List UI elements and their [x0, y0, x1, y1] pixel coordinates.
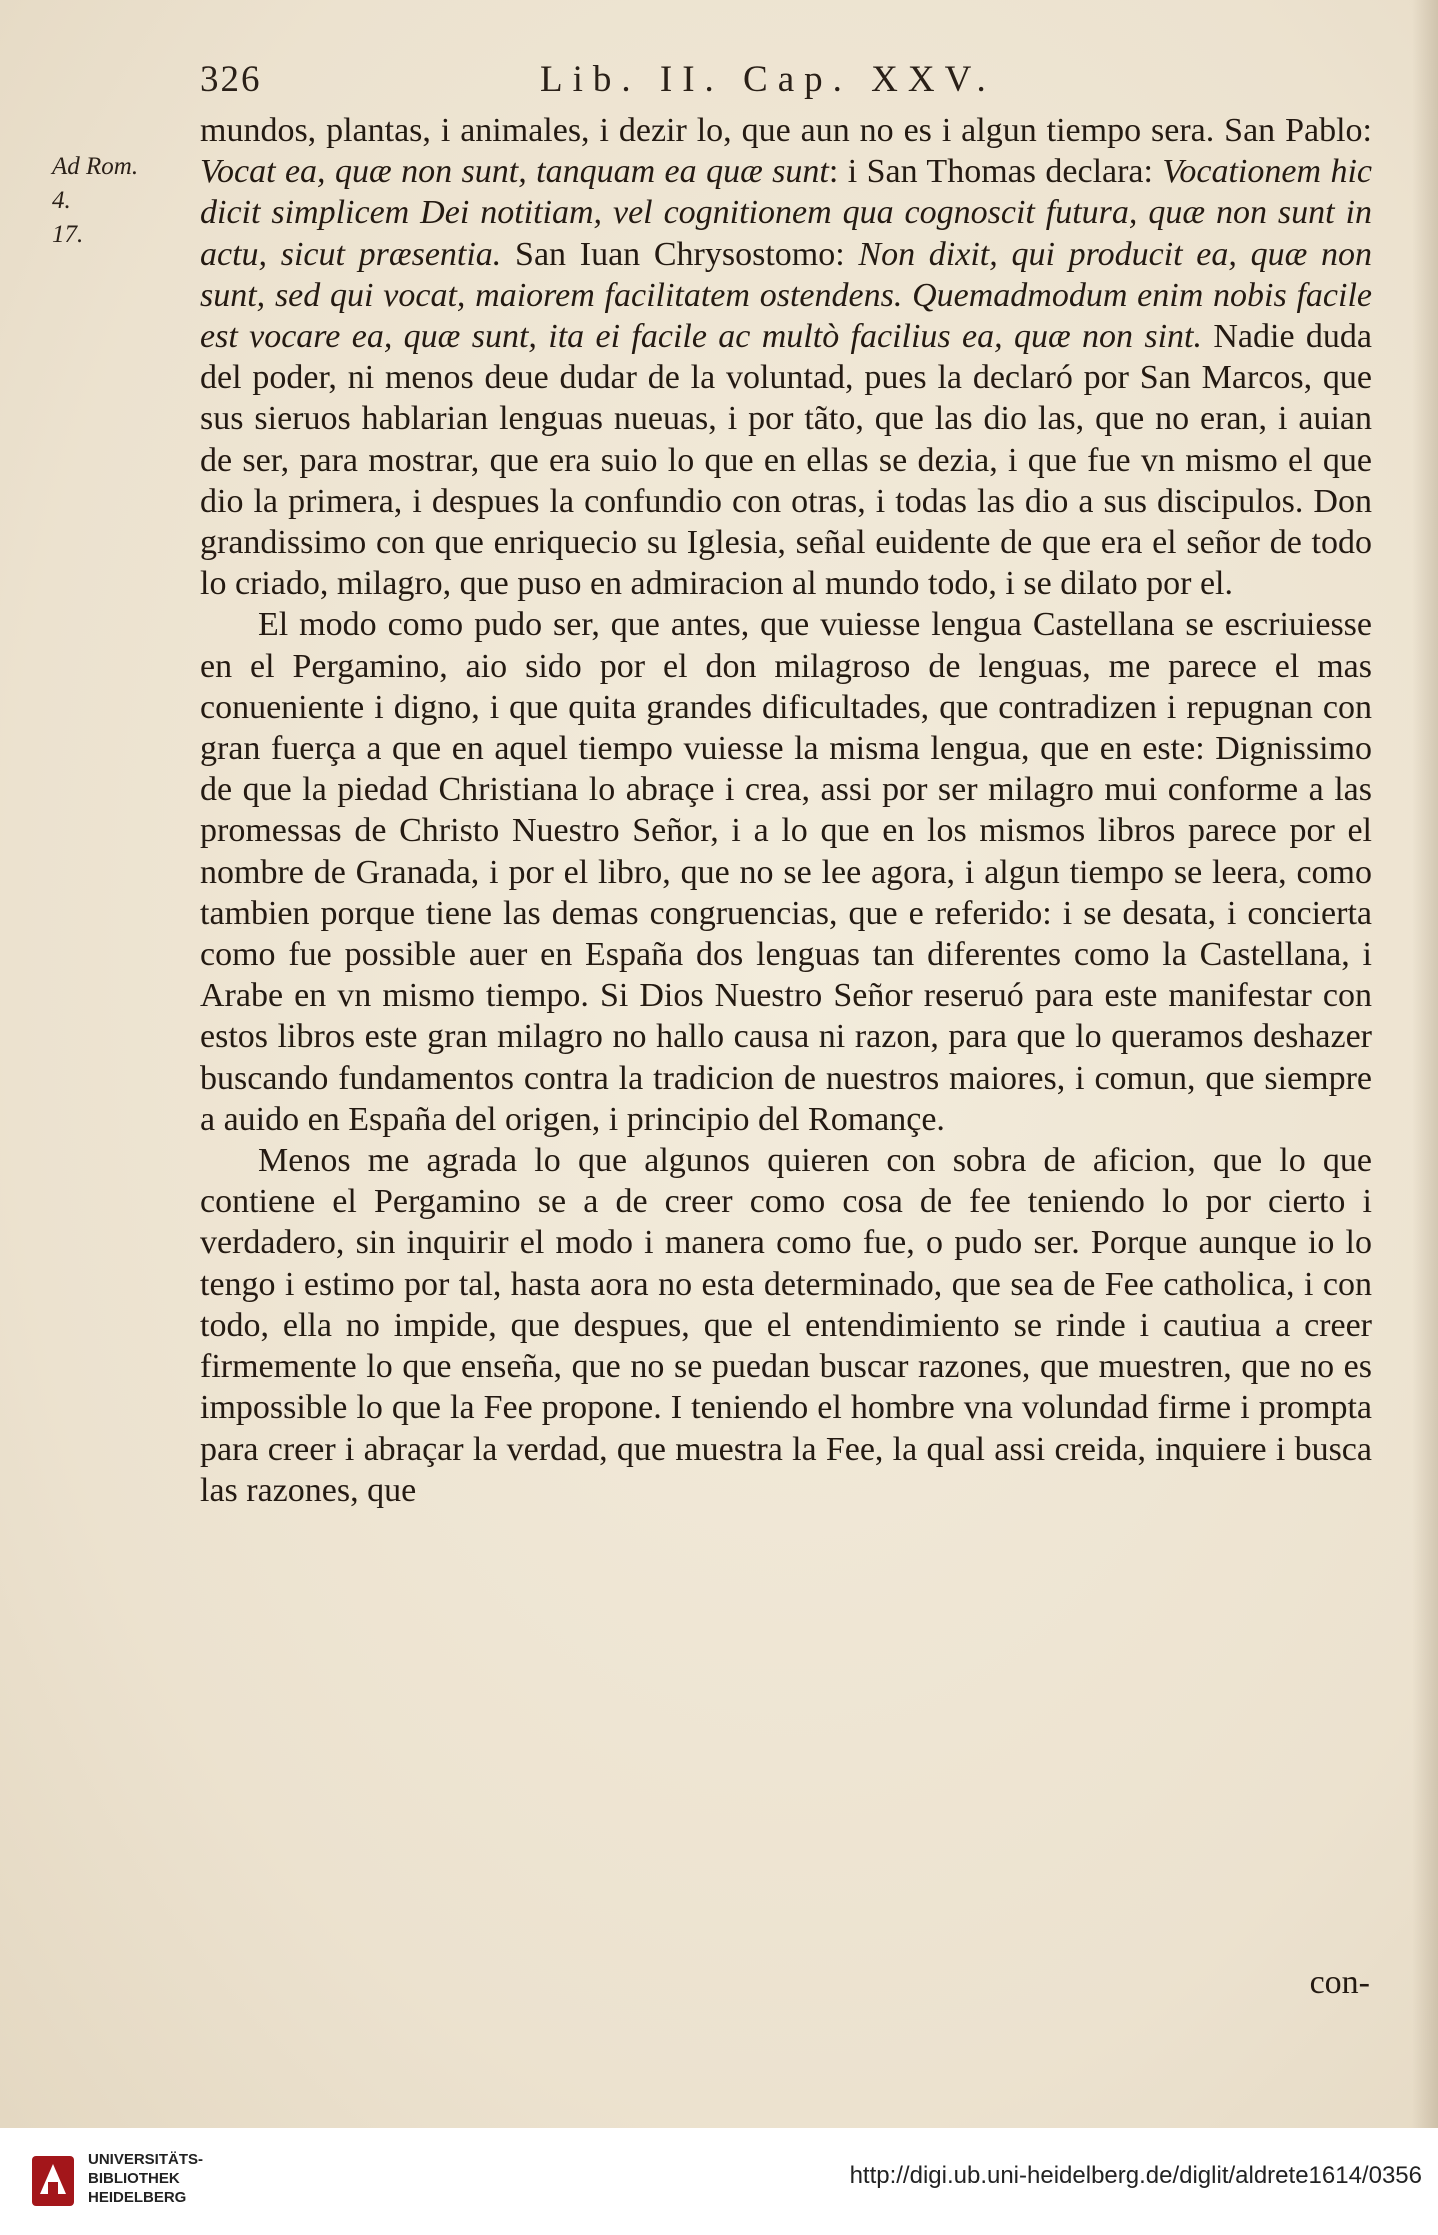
latin-quotation: Vocat ea, quæ non sunt, tanquam ea quæ sunt [200, 153, 829, 191]
library-name-line: UNIVERSITÄTS- [88, 2151, 204, 2168]
permalink-url[interactable]: http://digi.ub.uni-heidelberg.de/diglit/aldrete1614/0356 [849, 2162, 1422, 2189]
margin-note [52, 150, 162, 252]
paragraph [200, 110, 1372, 604]
latin-quotation: Non dixit, qui producit ea, quæ non sunt, sed qui vocat, maiorem facilitatem ostendens. Quemadmodum enim nobis facile est vocare ea, quæ sunt, ita ei facile ac multò facilius ea, quæ non sint. [200, 235, 1372, 356]
library-name-line: HEIDELBERG [88, 2189, 187, 2206]
paragraph [200, 1140, 1372, 1511]
body-text [200, 110, 1372, 1511]
text-segment: : i San Thomas declara: [828, 153, 1163, 191]
text-segment: San Iuan Chrysostomo: [501, 235, 859, 273]
paragraph [200, 604, 1372, 1140]
text-segment: Nadie duda del poder, ni menos deue dudar de la voluntad, pues la declaró por San Marcos, que sus sieruos hablarian lenguas nueuas, i por tãto, que las dio las, que no eran, i auian de ser, para mostrar, que era suio lo que en ellas se dezia, i que fue vn mismo el que dio la primera, i despues la confundio con otras, i todas las dio a sus discipulos. Don grandissimo con que enriquecio su Iglesia, señal euidente de que era el señor de todo lo criado, milagro, que puso en admiracion al mundo todo, i se dilato por el. [200, 318, 1372, 603]
margin-note-line: Ad Rom. 4. [52, 153, 139, 214]
margin-note-line: 17. [52, 221, 84, 248]
university-seal-icon [28, 2154, 78, 2208]
text-segment: mundos, plantas, i animales, i dezir lo, que aun no es i algun tiempo sera. San Pablo: [200, 112, 1372, 149]
text-segment: Menos me agrada lo que algunos quieren con sobra de aficion, que lo que contiene el Pergamino se a de creer como cosa de fee teniendo lo por cierto i verdadero, sin inquirir el modo i manera como fue, o pudo ser. Porque aunque io lo tengo i estimo por tal, hasta aora no esta determinado, que sea de Fee catholica, i con todo, ella no impide, que despues, que el entendimiento se rinde i cautiua a creer firmemente lo que enseña, que no se puedan buscar razones, que muestren, que no es impossible lo que la Fee propone. I teniendo el hombre vna volundad firme i prompta para creer i abraçar la verdad, que muestra la Fee, la qual assi creida, inquiere i busca las razones, que [200, 1142, 1372, 1509]
page-header [200, 58, 1200, 104]
catchword: con- [1309, 1964, 1370, 2001]
running-head: Lib. II. Cap. XXV. [540, 59, 996, 100]
text-segment: El modo como pudo ser, que antes, que vuiesse lengua Castellana se escriuiesse en el Pergamino, aio sido por el don milagroso de lenguas, me parece el mas conueniente i digno, i que quita grandes dificultades, que contradizen i repugnan con gran fuerça a que en aquel tiempo vuiesse la misma lengua, que en este: Dignissimo de que la piedad Christiana lo abraçe i crea, assi por ser milagro mui conforme a las promessas de Christo Nuestro Señor, i a lo que en los mismos libros parece por el nombre de Granada, i por el libro, que no se lee agora, i algun tiempo se leera, como tambien porque tiene las demas congruencias, que e referido: i se desata, i concierta como fue possible auer en España dos lenguas tan diferentes como la Castellana, i Arabe en vn mismo tiempo. Si Dios Nuestro Señor reseruó para este manifestar con estos libros este gran milagro no hallo causa ni razon, para que lo queramos deshazer buscando fundamentos contra la tradicion de nuestros maiores, i comun, que siempre a auido en España del origen, i principio del Romançe. [200, 606, 1372, 1138]
library-name [88, 2150, 203, 2207]
latin-quotation: Vocationem hic dicit simplicem Dei notitiam, vel cognitionem qua cognoscit futura, quæ non sunt in actu, sicut præsentia. [200, 153, 1372, 273]
viewer-footer [0, 2128, 1438, 2235]
library-name-line: BIBLIOTHEK [88, 2170, 180, 2187]
page-number: 326 [200, 59, 262, 100]
